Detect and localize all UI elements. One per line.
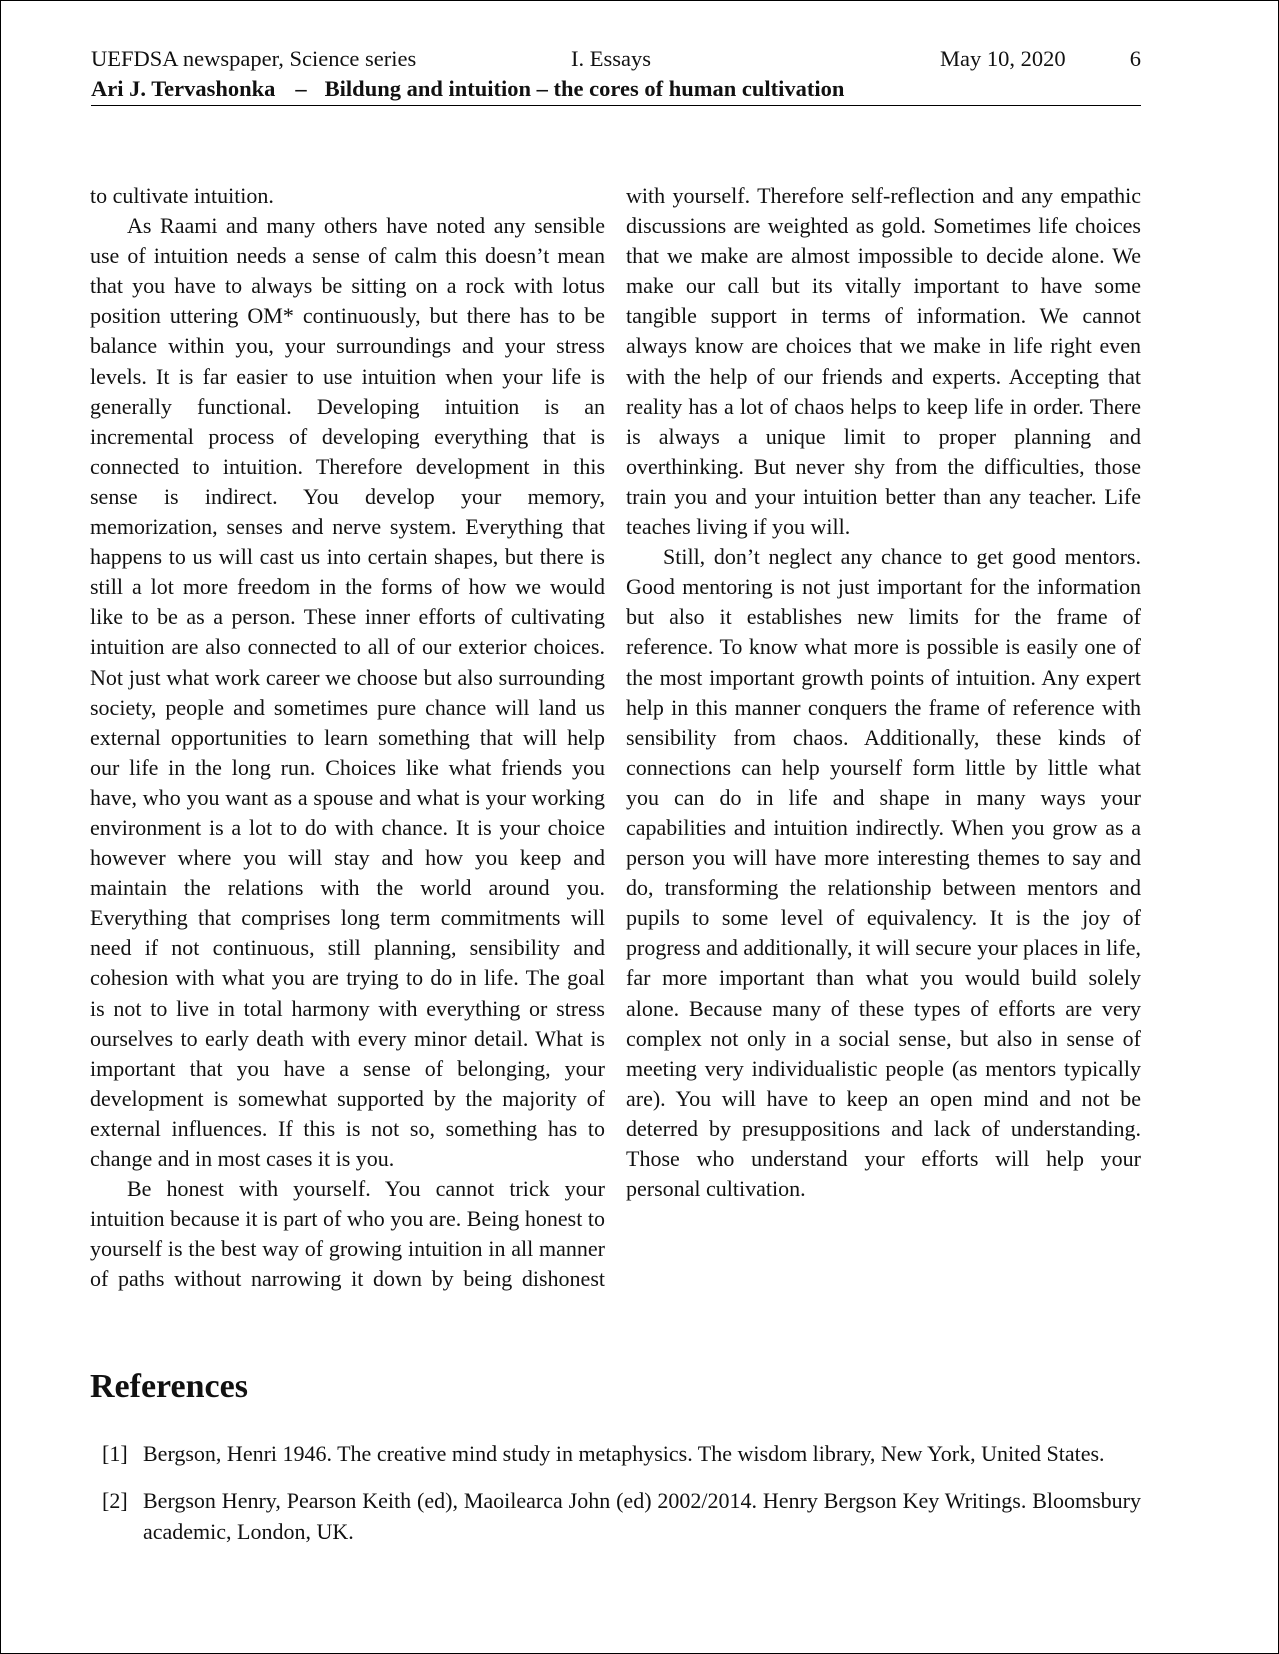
publication-date: May 10, 2020 bbox=[940, 46, 1066, 71]
reference-text: Bergson, Henri 1946. The creative mind study in metaphysics. The wisdom library, New York, United States. bbox=[143, 1441, 1105, 1466]
section-name: I. Essays bbox=[571, 46, 651, 71]
reference-label: [2] bbox=[102, 1488, 128, 1513]
body-paragraph: to cultivate intuition. bbox=[90, 183, 274, 208]
reference-item bbox=[90, 1438, 1141, 1469]
body-paragraph: Still, don’t neglect any chance to get good mentors. Good mentoring is not just important for the information but also it establishes new limits for the frame of reference. To know what more is possible is easily one of the most important growth points of intuition. Any expert help in this manner conquers the frame of reference with sensibility from chaos. Additionally, these kinds of connections can help yourself form little by little what you can do in life and shape in many ways your capabilities and intuition indirectly. When you grow as a person you will have more interesting themes to say and do, transforming the relationship between mentors and pupils to some level of equivalency. It is the joy of progress and additionally, it will secure your places in life, far more important than what you would build solely alone. Because many of these types of efforts are very complex not only in a social sense, but also in sense of meeting very individualistic people (as mentors typically are). You will have to keep an open mind and not be deterred by presuppositions and lack of understanding. Those who understand your efforts will help your personal cultivation. bbox=[626, 544, 1141, 1202]
reference-text: Bergson Henry, Pearson Keith (ed), Maoilearca John (ed) 2002/2014. Henry Bergson Key Writings. Bloomsbury academic, London, UK. bbox=[143, 1488, 1141, 1544]
author-name: Ari J. Tervashonka bbox=[91, 76, 276, 101]
journal-name: UEFDSA newspaper, Science series bbox=[91, 46, 417, 71]
title-separator: – bbox=[295, 76, 307, 101]
reference-label: [1] bbox=[102, 1441, 128, 1466]
page-number: 6 bbox=[1129, 46, 1141, 71]
running-head bbox=[91, 45, 1141, 106]
article-title: Bildung and intuition – the cores of human cultivation bbox=[324, 76, 845, 101]
body-paragraph: As Raami and many others have noted any sensible use of intuition needs a sense of calm this doesn’t mean that you have to always be sitting on a rock with lotus position uttering OM* continuously, but there has to be balance within you, your surroundings and your stress levels. It is far easier to use intuition when your life is generally functional. Developing intuition is an incremental process of developing everything that is connected to intuition. Therefore development in this sense is indirect. You develop your memory, memorization, senses and nerve system. Everything that happens to us will cast us into certain shapes, but there is still a lot more freedom in the forms of how we would like to be as a person. These inner efforts of cultivating intuition are also connected to all of our exterior choices. Not just what work career we choose but also surrounding society, people and sometimes pure chance will land us external opportunities to learn something that will help our life in the long run. Choices like what friends you have, who you want as a spouse and what is your working environment is a lot to do with chance. It is your choice however where you will stay and how you keep and maintain the relations with the world around you. Everything that comprises long term commitments will need if not continuous, still planning, sensibility and cohesion with what you are trying to do in life. The goal is not to live in total harmony with everything or stress ourselves to early death with every minor detail. What is important that you have a sense of belonging, your development is somewhat supported by the majority of external influences. If this is not so, something has to change and in most cases it is you. bbox=[90, 213, 605, 1171]
running-head-title-row bbox=[91, 75, 1141, 106]
reference-item bbox=[90, 1485, 1141, 1547]
references-heading: References bbox=[90, 1368, 248, 1405]
body-text-columns bbox=[90, 181, 1141, 1321]
reference-list bbox=[90, 1438, 1141, 1563]
body-paragraph: Be honest with yourself. You cannot trick your intuition because it is part of who you are. Being honest to yourself is the best way of growing intuition in all manner of paths without narrowing it down by being dishonest with yourself. Therefore self-reflection and any empathic discussions are weighted as gold. Sometimes life choices that we make are almost impossible to decide alone. We make our call but its vitally important to have some tangible support in terms of information. We cannot always know are choices that we make in life right even with the help of our friends and experts. Accepting that reality has a lot of chaos helps to keep life in order. There is always a unique limit to proper planning and overthinking. But never shy from the difficulties, those train you and your intuition better than any teacher. Life teaches living if you will. bbox=[90, 183, 1141, 1292]
running-head-top-row bbox=[91, 45, 1141, 75]
